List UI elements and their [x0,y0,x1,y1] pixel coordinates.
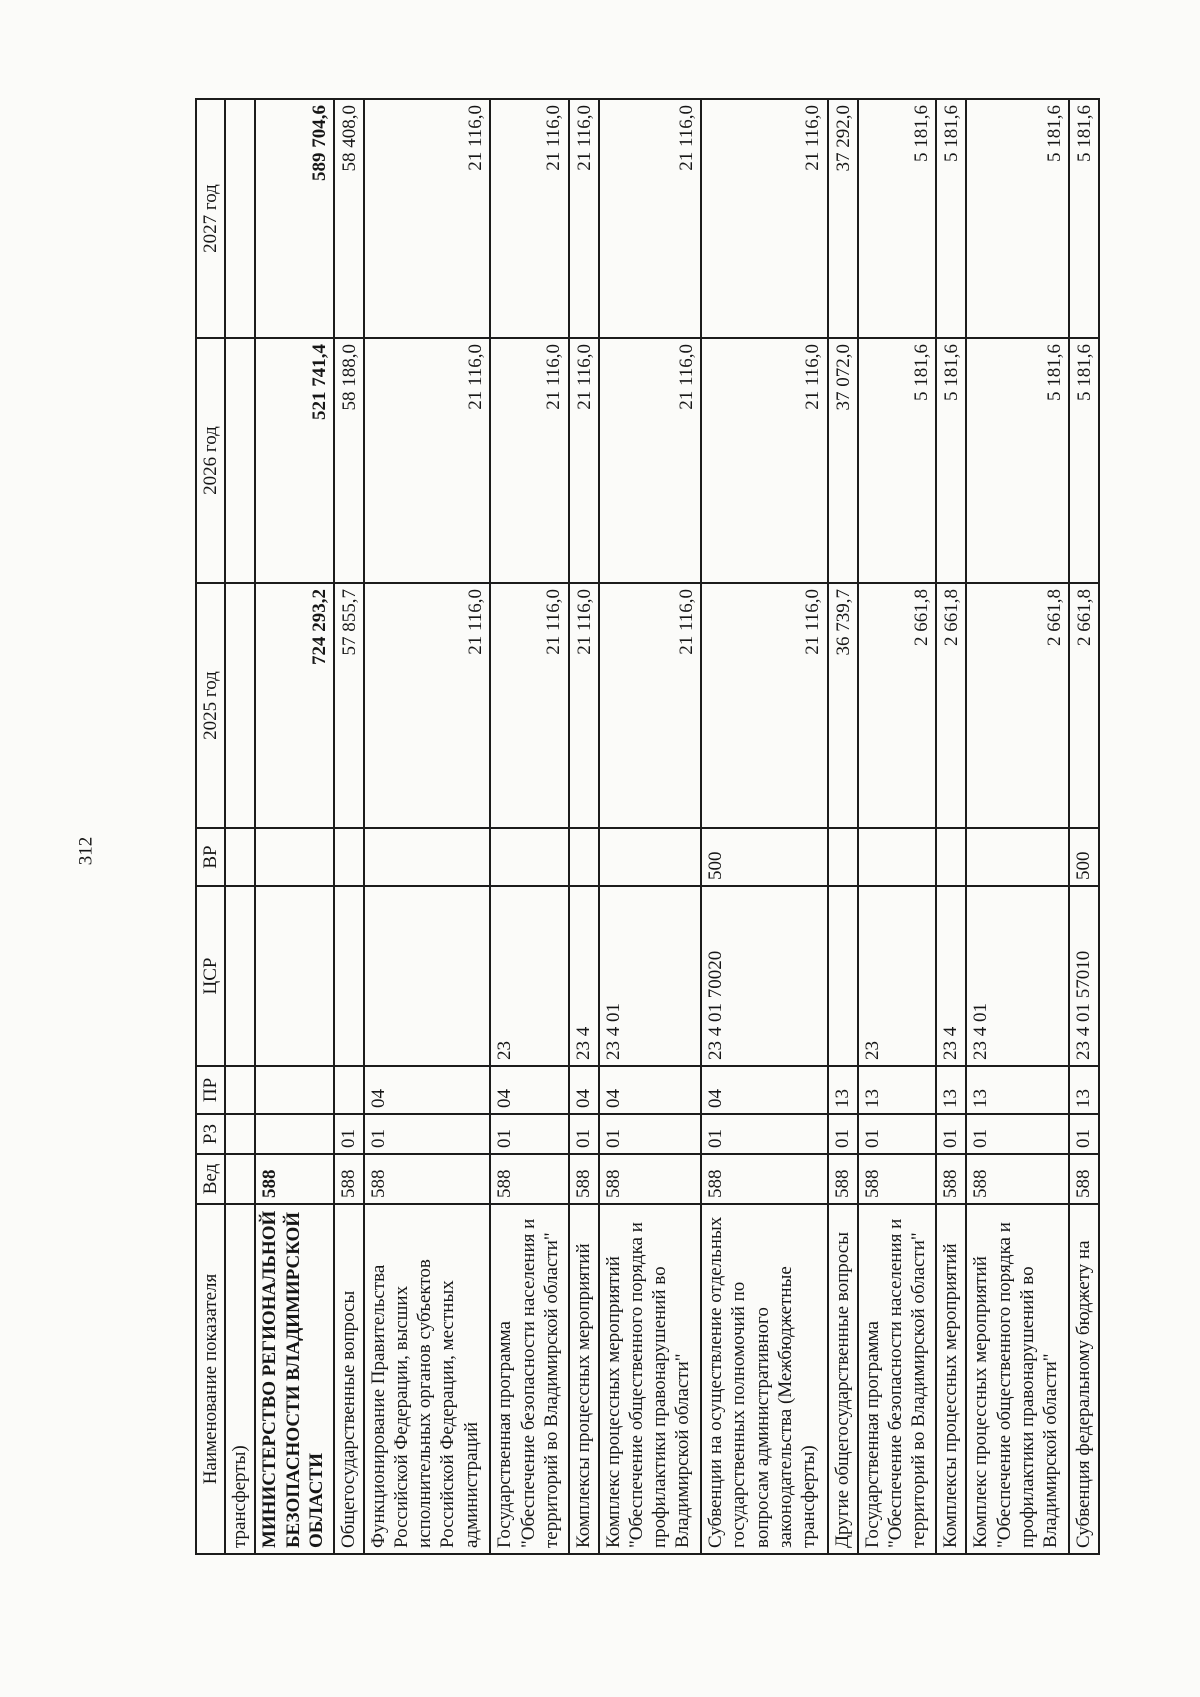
cell-name: Общегосударственные вопросы [334,1204,364,1554]
cell-2025: 2 661,8 [966,583,1068,828]
cell-pr [334,1066,364,1114]
cell-vr [858,828,936,886]
cell-vr [225,828,255,886]
cell-2026: 58 188,0 [334,338,364,583]
cell-rz: 01 [1069,1114,1099,1154]
cell-2027 [225,99,255,338]
table-row [966,99,1068,1554]
cell-name: Государственная программа "Обеспечение безопасности населения и территорий во Владимирской области" [490,1204,568,1554]
cell-pr [225,1066,255,1114]
cell-2027: 21 116,0 [569,99,599,338]
cell-ved: 588 [255,1154,333,1204]
cell-vr [334,828,364,886]
cell-rz: 01 [966,1114,1068,1154]
cell-vr [966,828,1068,886]
cell-ved: 588 [701,1154,827,1204]
cell-csr: 23 4 01 [599,886,701,1066]
cell-name: МИНИСТЕРСТВО РЕГИОНАЛЬНОЙ БЕЗОПАСНОСТИ ВЛАДИМИРСКОЙ ОБЛАСТИ [255,1204,333,1554]
cell-rz [225,1114,255,1154]
cell-vr [599,828,701,886]
cell-pr: 13 [1069,1066,1099,1114]
cell-vr: 500 [1069,828,1099,886]
cell-2025: 2 661,8 [858,583,936,828]
cell-name: Комплекс процессных мероприятий "Обеспечение общественного порядка и профилактики правонарушений во Владимирской области" [599,1204,701,1554]
cell-ved: 588 [1069,1154,1099,1204]
cell-rz: 01 [490,1114,568,1154]
cell-2027: 5 181,6 [858,99,936,338]
cell-2025: 2 661,8 [936,583,966,828]
cell-rz: 01 [701,1114,827,1154]
cell-csr [255,886,333,1066]
cell-pr: 04 [364,1066,490,1114]
header-pr: ПР [196,1066,225,1114]
cell-2026: 21 116,0 [599,338,701,583]
cell-2026: 5 181,6 [966,338,1068,583]
cell-name: трансферты) [225,1204,255,1554]
budget-table [195,98,1100,1555]
cell-vr [255,828,333,886]
cell-2026: 5 181,6 [858,338,936,583]
cell-2025: 2 661,8 [1069,583,1099,828]
cell-rz: 01 [936,1114,966,1154]
cell-2026 [225,338,255,583]
cell-rz: 01 [569,1114,599,1154]
cell-2026: 21 116,0 [490,338,568,583]
cell-csr: 23 4 [936,886,966,1066]
cell-vr [828,828,858,886]
page-number: 312 [75,836,97,866]
cell-pr [255,1066,333,1114]
cell-pr: 13 [828,1066,858,1114]
cell-ved: 588 [599,1154,701,1204]
table-row [334,99,364,1554]
table-row [364,99,490,1554]
cell-2026: 21 116,0 [701,338,827,583]
cell-2027: 5 181,6 [1069,99,1099,338]
header-name: Наименование показателя [196,1204,225,1554]
cell-csr [334,886,364,1066]
cell-name: Государственная программа "Обеспечение безопасности населения и территорий во Владимирской области" [858,1204,936,1554]
cell-pr: 04 [701,1066,827,1114]
cell-ved [225,1154,255,1204]
table-row [569,99,599,1554]
cell-2027: 21 116,0 [599,99,701,338]
header-vr: ВР [196,828,225,886]
cell-2027: 21 116,0 [490,99,568,338]
cell-csr [364,886,490,1066]
cell-vr: 500 [701,828,827,886]
cell-pr: 13 [936,1066,966,1114]
table-row [225,99,255,1554]
cell-pr: 04 [490,1066,568,1114]
rotated-table-container [195,100,1100,1555]
header-csr: ЦСР [196,886,225,1066]
cell-csr: 23 [490,886,568,1066]
cell-2026: 37 072,0 [828,338,858,583]
cell-rz: 01 [858,1114,936,1154]
cell-2027: 5 181,6 [936,99,966,338]
cell-2027: 37 292,0 [828,99,858,338]
cell-2026: 5 181,6 [1069,338,1099,583]
cell-csr [225,886,255,1066]
table-row [828,99,858,1554]
header-ved: Вед [196,1154,225,1204]
cell-2026: 521 741,4 [255,338,333,583]
cell-2025: 21 116,0 [569,583,599,828]
cell-rz: 01 [599,1114,701,1154]
cell-2026: 21 116,0 [364,338,490,583]
cell-name: Функционирование Правительства Российской Федерации, высших исполнительных органов субъектов Российской Федерации, местных администраций [364,1204,490,1554]
cell-csr: 23 4 01 70020 [701,886,827,1066]
cell-rz: 01 [334,1114,364,1154]
table-row [936,99,966,1554]
cell-pr: 04 [599,1066,701,1114]
cell-name: Субвенции на осуществление отдельных государственных полномочий по вопросам административного законодательства (Межбюджетные трансферты) [701,1204,827,1554]
cell-2025 [225,583,255,828]
cell-2025: 724 293,2 [255,583,333,828]
cell-ved: 588 [858,1154,936,1204]
table-row [490,99,568,1554]
cell-vr [364,828,490,886]
header-2027: 2027 год [196,99,225,338]
cell-rz: 01 [828,1114,858,1154]
cell-2025: 21 116,0 [701,583,827,828]
cell-csr: 23 4 01 57010 [1069,886,1099,1066]
cell-name: Комплекс процессных мероприятий "Обеспечение общественного порядка и профилактики правонарушений во Владимирской области" [966,1204,1068,1554]
cell-vr [569,828,599,886]
cell-ved: 588 [966,1154,1068,1204]
cell-ved: 588 [334,1154,364,1204]
cell-name: Субвенция федеральному бюджету на [1069,1204,1099,1554]
cell-2027: 589 704,6 [255,99,333,338]
cell-2027: 21 116,0 [364,99,490,338]
header-2025: 2025 год [196,583,225,828]
cell-2027: 21 116,0 [701,99,827,338]
cell-pr: 13 [858,1066,936,1114]
cell-csr [828,886,858,1066]
table-body [225,99,1099,1554]
cell-2025: 57 855,7 [334,583,364,828]
table-header-row [196,99,225,1554]
cell-2026: 21 116,0 [569,338,599,583]
cell-2027: 5 181,6 [966,99,1068,338]
cell-2025: 21 116,0 [364,583,490,828]
cell-name: Другие общегосударственные вопросы [828,1204,858,1554]
cell-csr: 23 4 [569,886,599,1066]
cell-rz: 01 [364,1114,490,1154]
cell-2027: 58 408,0 [334,99,364,338]
cell-2026: 5 181,6 [936,338,966,583]
cell-csr: 23 4 01 [966,886,1068,1066]
table-row [599,99,701,1554]
cell-2025: 21 116,0 [599,583,701,828]
cell-ved: 588 [936,1154,966,1204]
table-row [858,99,936,1554]
cell-ved: 588 [490,1154,568,1204]
cell-ved: 588 [828,1154,858,1204]
cell-pr: 13 [966,1066,1068,1114]
cell-ved: 588 [569,1154,599,1204]
cell-rz [255,1114,333,1154]
table-row [701,99,827,1554]
cell-name: Комплексы процессных мероприятий [569,1204,599,1554]
table-row [255,99,333,1554]
cell-ved: 588 [364,1154,490,1204]
cell-vr [936,828,966,886]
cell-2025: 21 116,0 [490,583,568,828]
cell-2025: 36 739,7 [828,583,858,828]
cell-csr: 23 [858,886,936,1066]
cell-vr [490,828,568,886]
cell-pr: 04 [569,1066,599,1114]
table-row [1069,99,1099,1554]
cell-name: Комплексы процессных мероприятий [936,1204,966,1554]
header-rz: РЗ [196,1114,225,1154]
header-2026: 2026 год [196,338,225,583]
